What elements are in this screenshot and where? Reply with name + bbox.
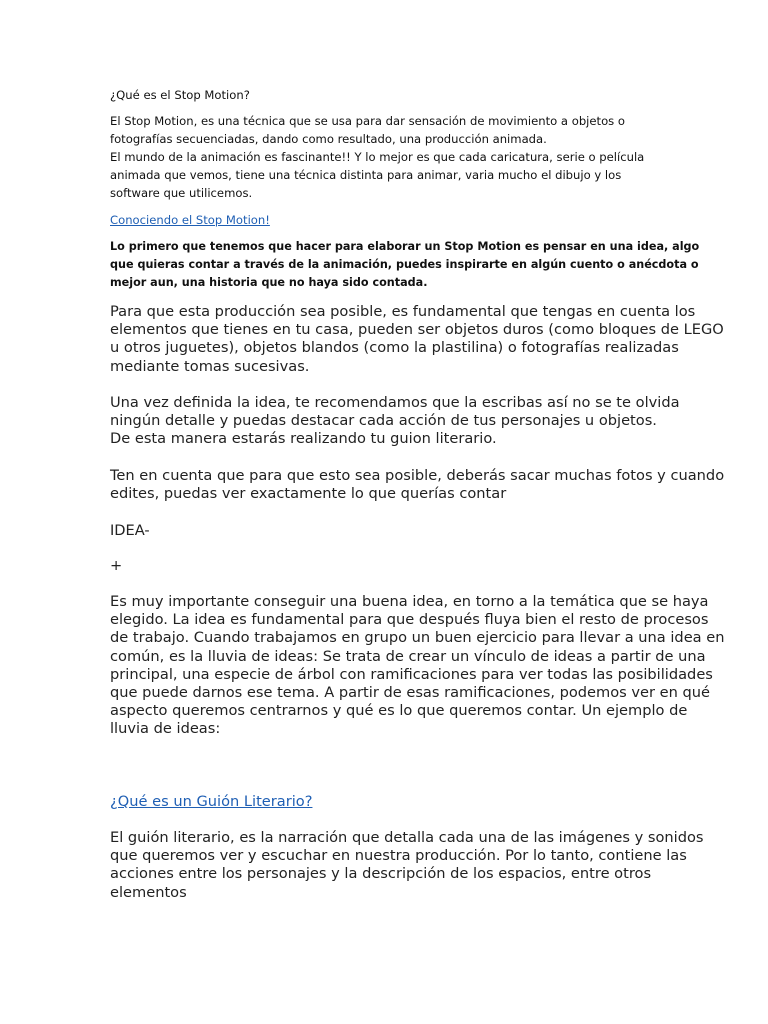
paragraph-guion: [110, 829, 704, 902]
link-que-es-guion-literario[interactable]: ¿Qué es un Guión Literario?: [110, 793, 313, 810]
text-line: común, es la lluvia de ideas: Se trata de crear un vínculo de ideas a partir de una: [110, 647, 706, 665]
bold-line: que quieras contar a través de la animación, puedes inspirarte en algún cuento o anécdota o: [110, 258, 699, 271]
bold-paragraph: [110, 238, 699, 292]
bold-line: mejor aun, una historia que no haya sido contada.: [110, 276, 428, 289]
text-line: elementos que tienes en tu casa, pueden ser objetos duros (como bloques de LEGO: [110, 321, 724, 339]
text-line: edites, puedas ver exactamente lo que querías contar: [110, 485, 507, 503]
text-line: que queremos ver y escuchar en nuestra producción. Por lo tanto, contiene las: [110, 847, 687, 865]
paragraph-importante: [110, 593, 725, 739]
text-line: De esta manera estarás realizando tu guion literario.: [110, 430, 497, 448]
text-line: elementos: [110, 883, 187, 901]
intro-line: El mundo de la animación es fascinante!! Y lo mejor es que cada caricatura, serie o película: [110, 150, 645, 164]
text-line: de trabajo. Cuando trabajamos en grupo un buen ejercicio para llevar a una idea en: [110, 629, 725, 647]
intro-line: El Stop Motion, es una técnica que se usa para dar sensación de movimiento a objetos o: [110, 114, 625, 128]
text-line: elegido. La idea es fundamental para que después fluya bien el resto de procesos: [110, 611, 709, 629]
text-line: Una vez definida la idea, te recomendamos que la escribas así no se te olvida: [110, 394, 680, 411]
bold-line: Lo primero que tenemos que hacer para elaborar un Stop Motion es pensar en una idea, algo: [110, 240, 700, 253]
paragraph-produccion: [110, 303, 724, 376]
text-line: que puede darnos ese tema. A partir de esas ramificaciones, podemos ver en qué: [110, 684, 711, 702]
text-line: acciones entre los personajes y la descripción de los espacios, entre otros: [110, 865, 652, 883]
text-line: Para que esta producción sea posible, es fundamental que tengas en cuenta los: [110, 303, 696, 320]
intro-line: software que utilicemos.: [110, 186, 253, 200]
text-line: Es muy importante conseguir una buena idea, en torno a la temática que se haya: [110, 593, 709, 610]
text-line: principal, una especie de árbol con ramificaciones para ver todas las posibilidades: [110, 665, 713, 683]
paragraph-idea: [110, 394, 680, 449]
text-line: mediante tomas sucesivas.: [110, 357, 310, 375]
text-line: El guión literario, es la narración que detalla cada una de las imágenes y sonidos: [110, 829, 704, 846]
text-line: ningún detalle y puedas destacar cada acción de tus personajes u objetos.: [110, 412, 657, 430]
text-line: Ten en cuenta que para que esto sea posible, deberás sacar muchas fotos y cuando: [110, 467, 725, 484]
link-conociendo-stop-motion[interactable]: Conociendo el Stop Motion!: [110, 213, 270, 227]
text-line: lluvia de ideas:: [110, 720, 221, 738]
plus-symbol: +: [110, 557, 123, 574]
text-line: u otros juguetes), objetos blandos (como la plastilina) o fotografías realizadas: [110, 339, 679, 357]
text-line: aspecto queremos centrarnos y qué es lo que queremos contar. Un ejemplo de: [110, 702, 688, 720]
intro-line: fotografías secuenciadas, dando como resultado, una producción animada.: [110, 132, 547, 146]
idea-label: IDEA-: [110, 522, 150, 539]
intro-line: animada que vemos, tiene una técnica distinta para animar, varia mucho el dibujo y los: [110, 168, 622, 182]
paragraph-fotos: [110, 467, 725, 503]
heading-question: ¿Qué es el Stop Motion?: [110, 88, 250, 102]
intro-paragraph: [110, 112, 644, 202]
